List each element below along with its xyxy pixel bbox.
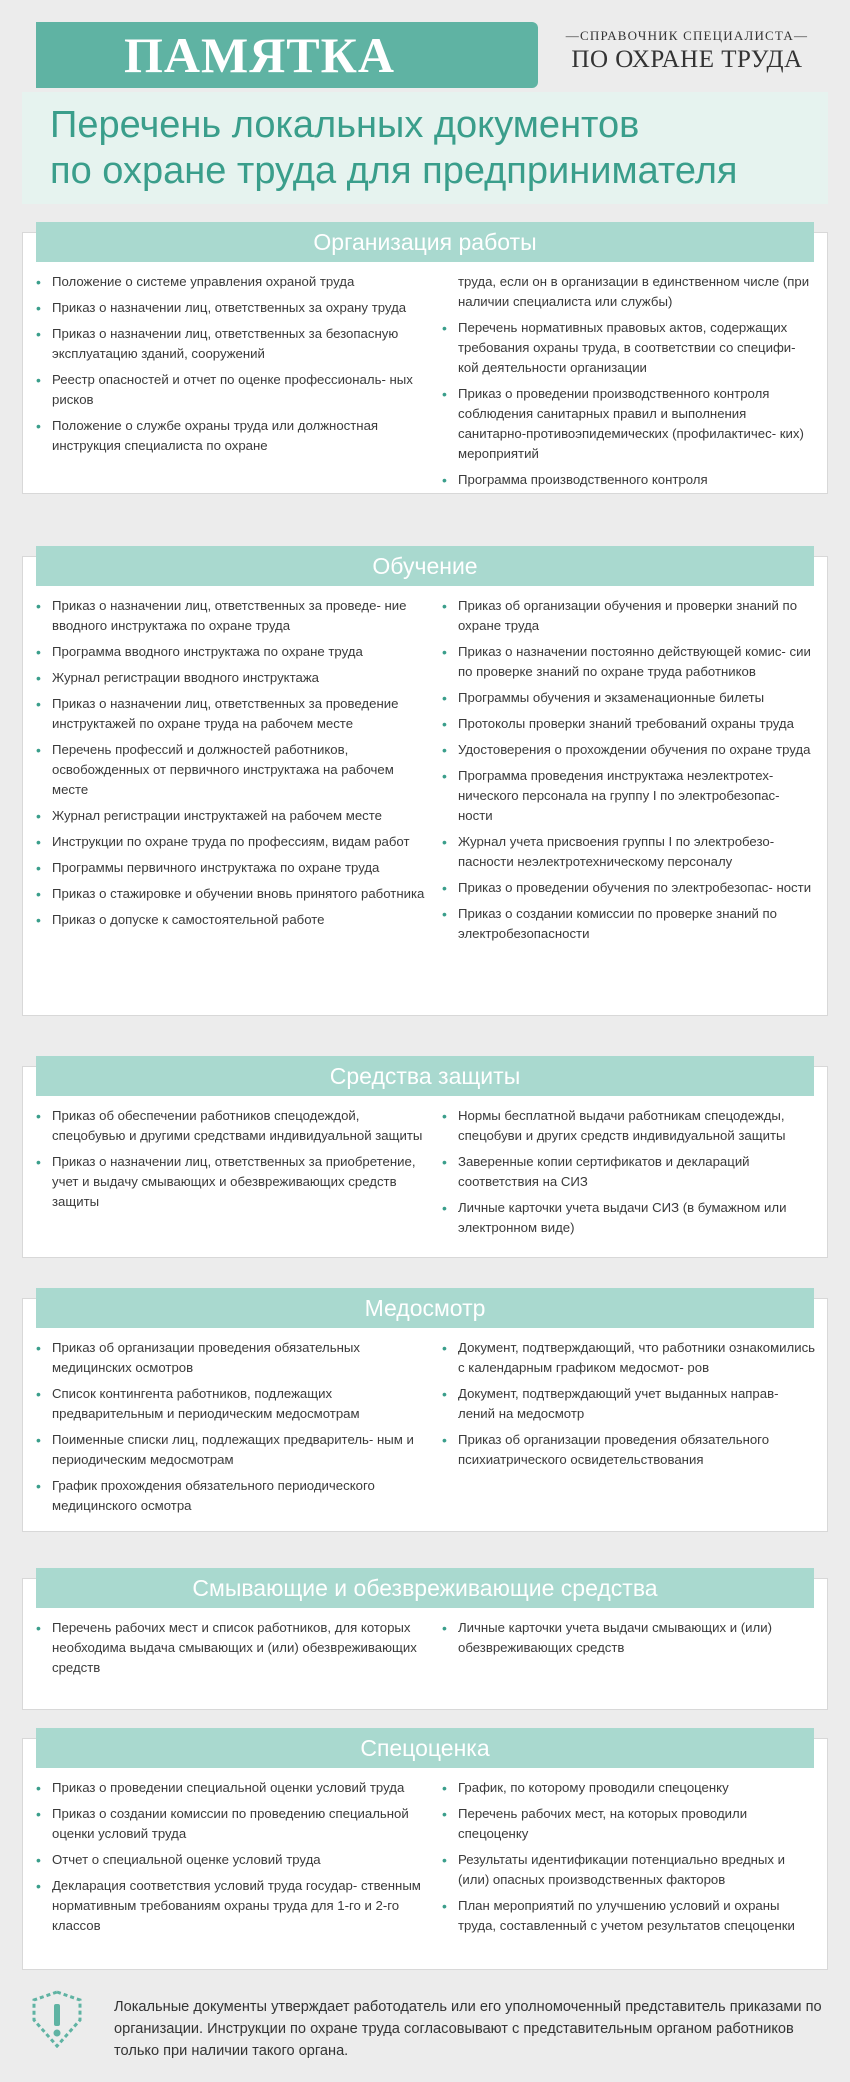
list-item: • Программы обучения и экзаменационные билеты xyxy=(442,688,817,708)
brand xyxy=(552,28,822,74)
list-item: • Программа проведения инструктажа неэлектротех- нического персонала на группу I по электробезопас- ности xyxy=(442,766,817,826)
section-list-left xyxy=(36,1778,431,1942)
list-item: • Приказ о назначении лиц, ответственных за приобретение, учет и выдачу смывающих и обезвреживающих средств защиты xyxy=(36,1152,431,1212)
list-item: • План мероприятий по улучшению условий и охраны труда, составленный с учетом результатов спецоценки xyxy=(442,1896,817,1936)
list-item: • Поименные списки лиц, подлежащих предваритель- ным и периодическим медосмотрам xyxy=(36,1430,431,1470)
list-item: • Журнал учета присвоения группы I по электробезо- пасности неэлектротехническому персоналу xyxy=(442,832,817,872)
list-item: • Приказ об организации проведения обязательного психиатрического освидетельствования xyxy=(442,1430,817,1470)
page-title-line-1: Перечень локальных документов xyxy=(50,104,640,146)
section-title: Медосмотр xyxy=(36,1288,814,1328)
footer-note xyxy=(22,1978,828,2068)
section-list-left xyxy=(36,1338,431,1522)
section-list-left xyxy=(36,1106,431,1218)
list-item: • Программы первичного инструктажа по охране труда xyxy=(36,858,431,878)
list-item: • Перечень профессий и должностей работников, освобожденных от первичного инструктажа на рабочем месте xyxy=(36,740,431,800)
list-item: • Приказ о назначении постоянно действующей комис- сии по проверке знаний по охране труда работников xyxy=(442,642,817,682)
list-item: • Результаты идентификации потенциально вредных и (или) опасных производственных факторов xyxy=(442,1850,817,1890)
list-item: • Протоколы проверки знаний требований охраны труда xyxy=(442,714,817,734)
section-list-right xyxy=(442,1338,817,1476)
section-title: Средства защиты xyxy=(36,1056,814,1096)
list-item: • Приказ о назначении лиц, ответственных за проведение инструктажей по охране труда на рабочем месте xyxy=(36,694,431,734)
list-item: • Личные карточки учета выдачи СИЗ (в бумажном или электронном виде) xyxy=(442,1198,817,1238)
list-item: • Список контингента работников, подлежащих предварительным и периодическим медосмотрам xyxy=(36,1384,431,1424)
list-item: • Приказ о проведении обучения по электробезопас- ности xyxy=(442,878,817,898)
list-item: • Приказ о создании комиссии по проверке знаний по электробезопасности xyxy=(442,904,817,944)
list-item: • Перечень нормативных правовых актов, содержащих требования охраны труда, в соответствии со специфи- кой деятельности организации xyxy=(442,318,817,378)
exclamation-shield-icon xyxy=(28,1990,86,2048)
memo-badge: ПАМЯТКА xyxy=(36,22,538,88)
list-item: • Заверенные копии сертификатов и деклараций соответствия на СИЗ xyxy=(442,1152,817,1192)
header xyxy=(0,0,850,225)
section-list-right xyxy=(442,272,817,496)
list-item: • Журнал регистрации инструктажей на рабочем месте xyxy=(36,806,431,826)
list-item: • Приказ об организации проведения обязательных медицинских осмотров xyxy=(36,1338,431,1378)
list-item: • Перечень рабочих мест, на которых проводили спецоценку xyxy=(442,1804,817,1844)
section-list-right xyxy=(442,1778,817,1942)
list-item: • Программа производственного контроля xyxy=(442,470,817,490)
section-title: Спецоценка xyxy=(36,1728,814,1768)
note-text: Локальные документы утверждает работодатель или его уполномоченный представитель приказами по организации. Инструкции по охране труда согласовывают с представительным органом работников только при наличии такого органа. xyxy=(114,1999,822,2059)
section-title: Организация работы xyxy=(36,222,814,262)
list-item: • Документ, подтверждающий учет выданных направ- лений на медосмотр xyxy=(442,1384,817,1424)
section-list-left xyxy=(36,272,431,462)
section-list-right xyxy=(442,1106,817,1244)
list-item: • Реестр опасностей и отчет по оценке профессиональ- ных рисков xyxy=(36,370,431,410)
list-item: • График, по которому проводили спецоценку xyxy=(442,1778,817,1798)
brand-subtitle: —СПРАВОЧНИК СПЕЦИАЛИСТА— xyxy=(565,28,809,43)
list-item: • Приказ об организации обучения и проверки знаний по охране труда xyxy=(442,596,817,636)
list-item: • Личные карточки учета выдачи смывающих и (или) обезвреживающих средств xyxy=(442,1618,817,1658)
list-item: • Документ, подтверждающий, что работники ознакомились с календарным графиком медосмот- ров xyxy=(442,1338,817,1378)
list-item: • Приказ о назначении лиц, ответственных за проведе- ние вводного инструктажа по охране труда xyxy=(36,596,431,636)
list-item: • Положение о службе охраны труда или должностная инструкция специалиста по охране xyxy=(36,416,431,456)
page-title-line-2: по охране труда для предпринимателя xyxy=(50,150,738,192)
list-item: • Перечень рабочих мест и список работников, для которых необходима выдача смывающих и (или) обезвреживающих средств xyxy=(36,1618,431,1678)
list-item: • Приказ о назначении лиц, ответственных за охрану труда xyxy=(36,298,431,318)
list-item: • График прохождения обязательного периодического медицинского осмотра xyxy=(36,1476,431,1516)
list-item: • Инструкции по охране труда по профессиям, видам работ xyxy=(36,832,431,852)
section-list-left xyxy=(36,1618,431,1684)
list-item: • Приказ о создании комиссии по проведению специальной оценки условий труда xyxy=(36,1804,431,1844)
section-list-left xyxy=(36,596,431,936)
list-item: • Приказ о проведении производственного контроля соблюдения санитарных правил и выполнения санитарно-противоэпидемических (профилактичес- ких) мероприятий xyxy=(442,384,817,464)
list-item: • Приказ о проведении специальной оценки условий труда xyxy=(36,1778,431,1798)
list-item: • Положение о системе управления охраной труда xyxy=(36,272,431,292)
list-item: • Приказ о допуске к самостоятельной работе xyxy=(36,910,431,930)
list-item: • Журнал регистрации вводного инструктажа xyxy=(36,668,431,688)
list-item: • Приказ о стажировке и обучении вновь принятого работника xyxy=(36,884,431,904)
list-item: • Приказ об обеспечении работников спецодеждой, спецобувью и другими средствами индивидуальной защиты xyxy=(36,1106,431,1146)
list-item: • Программа вводного инструктажа по охране труда xyxy=(36,642,431,662)
section-title: Обучение xyxy=(36,546,814,586)
list-item-continuation: труда, если он в организации в единственном числе (при наличии специалиста или службы) xyxy=(458,274,810,309)
list-item: • Декларация соответствия условий труда государ- ственным нормативным требованиям охраны труда для 1-го и 2-го классов xyxy=(36,1876,431,1936)
section-list-right xyxy=(442,1618,817,1664)
brand-title: ПО ОХРАНЕ ТРУДА xyxy=(571,46,803,73)
list-item: • Нормы бесплатной выдачи работникам спецодежды, спецобуви и других средств индивидуальной защиты xyxy=(442,1106,817,1146)
section-title: Смывающие и обезвреживающие средства xyxy=(36,1568,814,1608)
section-list-right xyxy=(442,596,817,950)
list-item: • Приказ о назначении лиц, ответственных за безопасную эксплуатацию зданий, сооружений xyxy=(36,324,431,364)
list-item: • Отчет о специальной оценке условий труда xyxy=(36,1850,431,1870)
list-item: • Удостоверения о прохождении обучения по охране труда xyxy=(442,740,817,760)
